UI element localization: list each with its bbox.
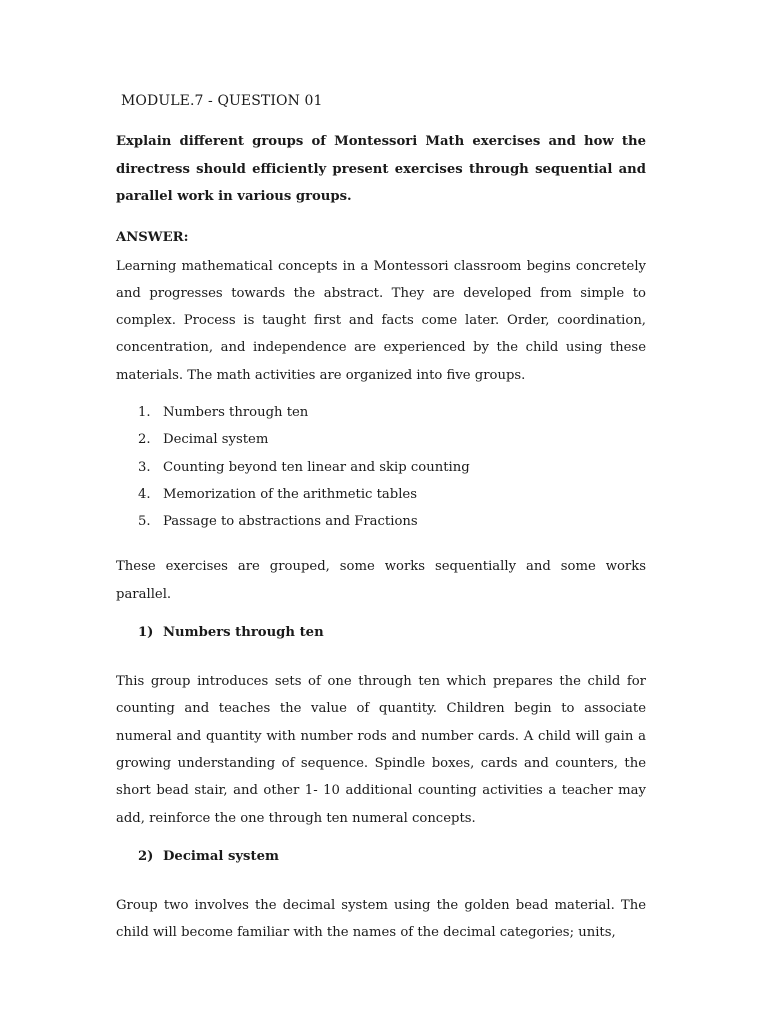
list-item-label: Decimal system: [163, 432, 269, 448]
list-item: [138, 426, 646, 453]
section-heading-decimal: [138, 846, 646, 868]
grouping-paragraph: These exercises are grouped, some works sequentially and some works parallel.: [116, 559, 646, 602]
section-title: Numbers through ten: [163, 625, 324, 641]
list-item-label: Passage to abstractions and Fractions: [163, 514, 418, 530]
list-item-number: 3.: [138, 459, 151, 475]
list-item-number: 1.: [138, 404, 151, 420]
section-heading-numbers: [138, 622, 646, 644]
question-text: Explain different groups of Montessori Math exercises and how the directress should efficiently present exercises through sequential and parallel work in various groups.: [116, 134, 646, 204]
list-item-number: 4.: [138, 486, 151, 502]
document-page: [116, 90, 646, 946]
groups-list: [116, 399, 646, 535]
section-text-decimal: Group two involves the decimal system using the golden bead material. The child will become familiar with the names of the decimal categories; units,: [116, 897, 646, 941]
intro-paragraph: Learning mathematical concepts in a Montessori classroom begins concretely and progresses towards the abstract. They are developed from simple to complex. Process is taught first and facts come later. Order, coordination, concentration, and independence are experienced by the child using these materials. The math activities are organized into five groups.: [116, 258, 646, 383]
list-item: [138, 454, 646, 481]
list-item-label: Memorization of the arithmetic tables: [163, 486, 418, 502]
section-title: Decimal system: [163, 848, 279, 864]
list-item: [138, 399, 646, 426]
list-item: [138, 481, 646, 508]
list-item: [138, 508, 646, 535]
list-item-label: Counting beyond ten linear and skip counting: [163, 459, 470, 475]
section-text-numbers: This group introduces sets of one through ten which prepares the child for counting and teaches the value of quantity. Children begin to associate numeral and quantity with number rods and number cards. A child will gain a growing understanding of sequence. Spindle boxes, cards and counters, the short bead stair, and other 1- 10 additional counting activities a teacher may add, reinforce the one through ten numeral concepts.: [116, 674, 646, 826]
list-item-number: 2.: [138, 432, 151, 448]
module-title: MODULE.7 - QUESTION 01: [121, 93, 323, 109]
section-number: 2): [138, 848, 154, 864]
section-number: 1): [138, 625, 154, 641]
answer-label: ANSWER:: [116, 229, 189, 245]
list-item-number: 5.: [138, 514, 151, 530]
list-item-label: Numbers through ten: [163, 404, 309, 420]
